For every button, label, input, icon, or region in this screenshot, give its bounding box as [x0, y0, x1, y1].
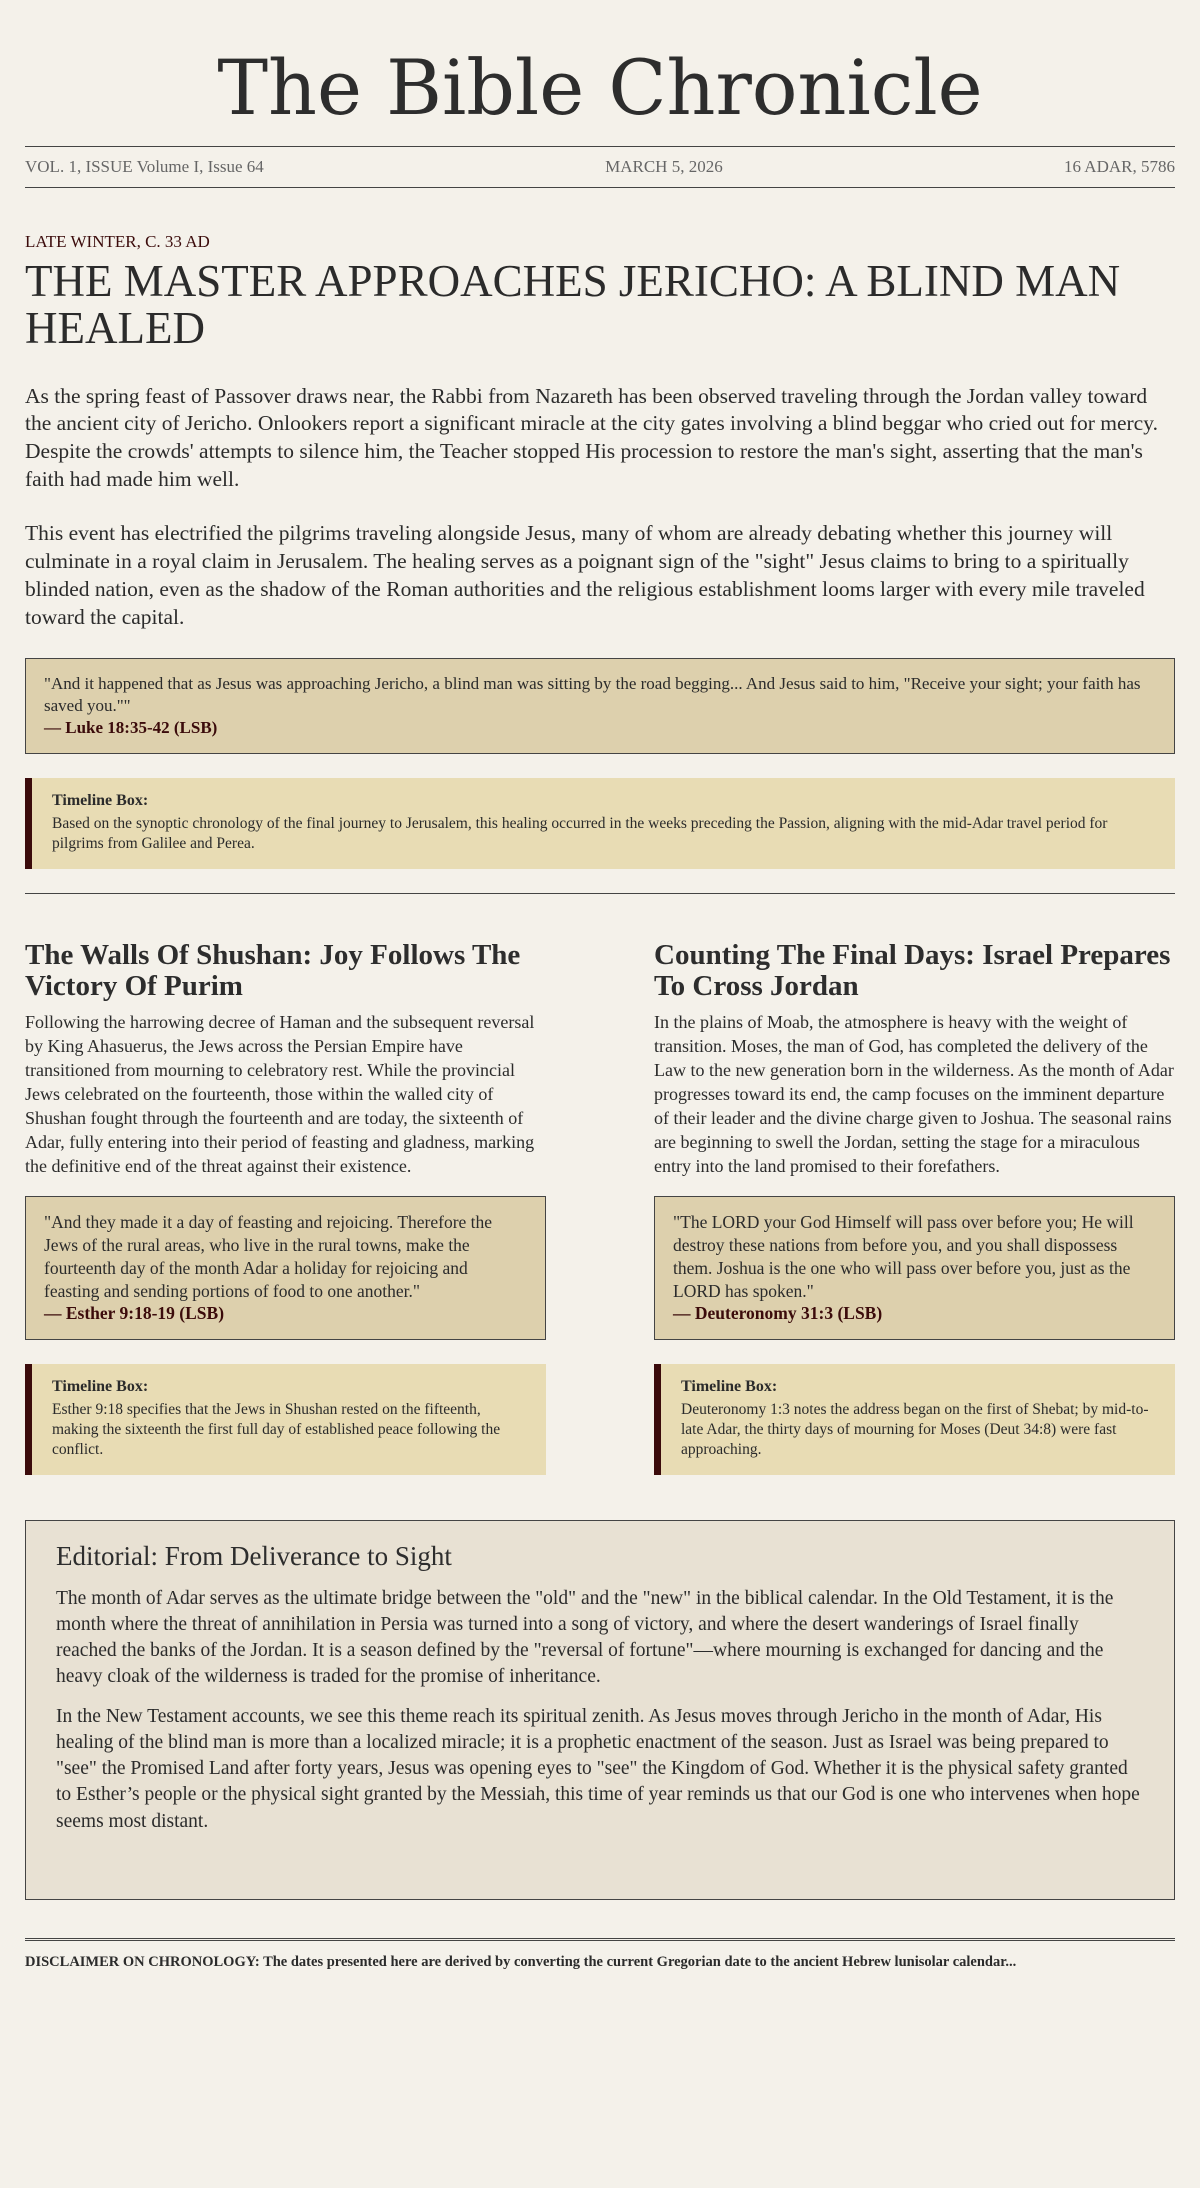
two-column-section — [25, 940, 1175, 1475]
editorial-title: Editorial: From Deliverance to Sight — [56, 1540, 452, 1571]
timeline-label: Timeline Box: — [681, 1378, 778, 1396]
left-quote-box — [25, 1196, 546, 1340]
lead-paragraph: This event has electrified the pilgrims traveling alongside Jesus, many of whom are already debating whether this journey will culminate in a royal claim in Jerusalem. The healing serves as a poignant sign of the "sight" Jesus claims to bring to a spiritually blinded nation, even as the shadow of the Roman authorities and the religious establishment looms larger with every mile traveled toward the capital. — [25, 521, 1145, 630]
hebrew-date: 16 ADAR, 5786 — [1064, 157, 1175, 176]
lead-paragraph: As the spring feast of Passover draws near, the Rabbi from Nazareth has been observed traveling through the Jordan valley toward the ancient city of Jericho. Onlookers report a significant miracle at the city gates involving a blind beggar who cried out for mercy. Despite the crowds' attempts to silence him, the Teacher stopped His procession to restore the man's sight, asserting that the man's faith had made him well. — [25, 383, 1158, 492]
timeline-label: Timeline Box: — [52, 1378, 149, 1396]
editorial-paragraph: In the New Testament accounts, we see this theme reach its spiritual zenith. As Jesus moves through Jericho in the month of Adar, His healing of the blind man is more than a localized miracle; it is a prophetic enactment of the season. Just as Israel was being prepared to "see" the Promised Land after forty years, Jesus was opening eyes to "see" the Kingdom of God. Whether it is the physical safety granted to Esther’s people or the physical sight granted by the Messiah, this time of year reminds us that our God is one who intervenes when hope seems most distant. — [56, 1706, 1140, 1832]
left-quote-cite: — Esther 9:18-19 (LSB) — [44, 1303, 225, 1324]
timeline-text: Based on the synoptic chronology of the final journey to Jerusalem, this healing occurred in the weeks preceding the Passion, aligning with the mid-Adar travel period for pilgrims from Galilee and Perea. — [52, 815, 1108, 853]
newspaper-page — [25, 0, 1175, 1972]
timeline-text: Esther 9:18 specifies that the Jews in Shushan rested on the fifteenth, making the sixteenth the first full day of established peace following the conflict. — [52, 1401, 501, 1459]
timeline-text: Deuteronomy 1:3 notes the address began on the first of Shebat; by mid-to-late Adar, the thirty days of mourning for Moses (Deut 34:8) were fast approaching. — [681, 1401, 1149, 1459]
left-headline: The Walls Of Shushan: Joy Follows The Victory Of Purim — [25, 938, 521, 1002]
right-headline: Counting The Final Days: Israel Prepares To Cross Jordan — [654, 938, 1171, 1002]
left-quote-text: "And they made it a day of feasting and rejoicing. Therefore the Jews of the rural areas, who live in the rural towns, make the fourteenth day of the month Adar a holiday for rejoicing and feasting and sending portions of food to one another." — [44, 1212, 493, 1301]
right-quote-cite: — Deuteronomy 31:3 (LSB) — [673, 1303, 883, 1324]
right-quote-text: "The LORD your God Himself will pass over before you; He will destroy these nations from before you, and you shall dispossess them. Joshua is the one who will pass over before you, just as the LORD has spoken." — [673, 1212, 1134, 1301]
footer-disclaimer: DISCLAIMER ON CHRONOLOGY: The dates presented here are derived by converting the current Gregorian date to the ancient Hebrew lunisolar calendar... — [25, 1938, 1175, 1972]
lead-timeline-box — [25, 778, 1175, 868]
right-quote-box — [654, 1196, 1175, 1340]
masthead-title: The Bible Chronicle — [217, 43, 983, 132]
lead-quote-box — [25, 658, 1175, 754]
left-body: Following the harrowing decree of Haman and the subsequent reversal by King Ahasuerus, the Jews across the Persian Empire have transitioned from mourning to celebratory rest. While the provincial Jews celebrated on the fourteenth, those within the walled city of Shushan fought through the fourteenth and are today, the sixteenth of Adar, fully entering into their period of feasting and gladness, marking the definitive end of the threat against their existence. — [25, 1011, 535, 1177]
lead-article — [25, 383, 1175, 633]
editorial-paragraph: The month of Adar serves as the ultimate bridge between the "old" and the "new" in the biblical calendar. In the Old Testament, it is the month where the threat of annihilation in Persia was turned into a song of victory, and where the desert wanderings of Israel finally reached the banks of the Jordan. It is a season defined by the "reversal of fortune"—where mourning is exchanged for dancing and the heavy cloak of the wilderness is traded for the promise of inheritance. — [56, 1587, 1114, 1687]
lead-kicker: LATE WINTER, C. 33 AD — [25, 232, 210, 251]
timeline-label: Timeline Box: — [52, 792, 149, 810]
section-divider — [25, 893, 1175, 894]
right-column-article — [654, 940, 1175, 1475]
right-timeline-box — [654, 1364, 1175, 1474]
lead-quote-cite: — Luke 18:35-42 (LSB) — [44, 718, 218, 738]
right-body: In the plains of Moab, the atmosphere is heavy with the weight of transition. Moses, the man of God, has completed the delivery of the Law to the new generation born in the wilderness. As the month of Adar progresses toward its end, the camp focuses on the imminent departure of their leader and the divine charge given to Joshua. The seasonal rains are beginning to swell the Jordan, setting the stage for a miraculous entry into the land promised to their forefathers. — [654, 1011, 1174, 1177]
lead-headline: THE MASTER APPROACHES JERICHO: A BLIND MAN HEALED — [25, 256, 1121, 354]
editorial-box — [25, 1520, 1175, 1900]
lead-quote-text: "And it happened that as Jesus was approaching Jericho, a blind man was sitting by the road begging... And Jesus said to him, "Receive your sight; your faith has saved you."" — [44, 674, 1141, 716]
masthead-bar — [25, 146, 1175, 188]
left-column-article — [25, 940, 546, 1475]
left-timeline-box — [25, 1364, 546, 1474]
issue-volume: VOL. 1, ISSUE Volume I, Issue 64 — [25, 157, 264, 176]
issue-date: MARCH 5, 2026 — [605, 157, 723, 176]
